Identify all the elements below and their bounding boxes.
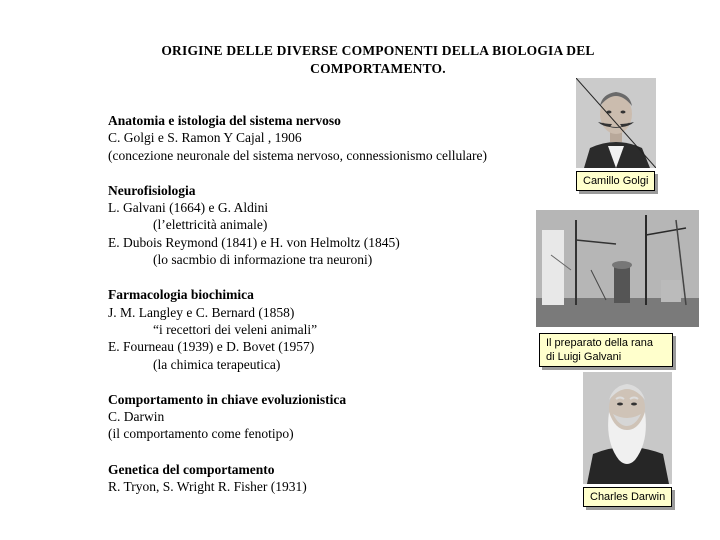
section-line: (la chimica terapeutica) xyxy=(153,356,281,372)
section-line: L. Galvani (1664) e G. Aldini xyxy=(108,200,269,216)
section-heading: Farmacologia biochimica xyxy=(108,287,254,303)
section-line: E. Dubois Reymond (1841) e H. von Helmoltz (1845) xyxy=(108,234,400,250)
section-line: R. Tryon, S. Wright R. Fisher (1931) xyxy=(108,479,307,495)
golgi-portrait xyxy=(576,78,656,168)
section xyxy=(108,391,548,443)
section-heading: Anatomia e istologia del sistema nervoso xyxy=(108,113,341,128)
section-line: “i recettori dei veleni animali” xyxy=(153,321,318,337)
page-title-line-2: COMPORTAMENTO. xyxy=(310,61,446,76)
content-list xyxy=(108,112,548,513)
section-heading: Comportamento in chiave evoluzionistica xyxy=(108,391,347,407)
page-title-line-1: ORIGINE DELLE DIVERSE COMPONENTI DELLA BIOLOGIA DEL xyxy=(161,43,595,58)
section-line: (concezione neuronale del sistema nervoso, connessionismo cellulare) xyxy=(108,147,487,163)
section xyxy=(108,461,548,496)
section xyxy=(108,182,548,268)
galvani-caption-line-1: Il preparato della rana xyxy=(546,337,654,349)
section xyxy=(108,112,548,164)
section-line: C. Golgi e S. Ramon Y Cajal , 1906 xyxy=(108,130,302,146)
section-heading: Genetica del comportamento xyxy=(108,461,275,477)
galvani-apparatus-photo xyxy=(536,210,699,327)
section-line: E. Fourneau (1939) e D. Bovet (1957) xyxy=(108,339,315,355)
golgi-caption: Camillo Golgi xyxy=(576,171,655,191)
section-line: J. M. Langley e C. Bernard (1858) xyxy=(108,304,295,320)
galvani-caption xyxy=(539,333,673,367)
darwin-portrait xyxy=(583,372,672,484)
section-line: C. Darwin xyxy=(108,409,165,425)
section-heading: Neurofisiologia xyxy=(108,182,196,198)
section-line: (lo sacmbio di informazione tra neuroni) xyxy=(153,252,373,268)
section-line: (il comportamento come fenotipo) xyxy=(108,426,294,442)
darwin-caption: Charles Darwin xyxy=(583,487,672,507)
section-line: (l’elettricità animale) xyxy=(153,217,268,233)
page-title xyxy=(120,42,636,78)
section xyxy=(108,286,548,372)
galvani-caption-line-2: di Luigi Galvani xyxy=(546,351,622,363)
